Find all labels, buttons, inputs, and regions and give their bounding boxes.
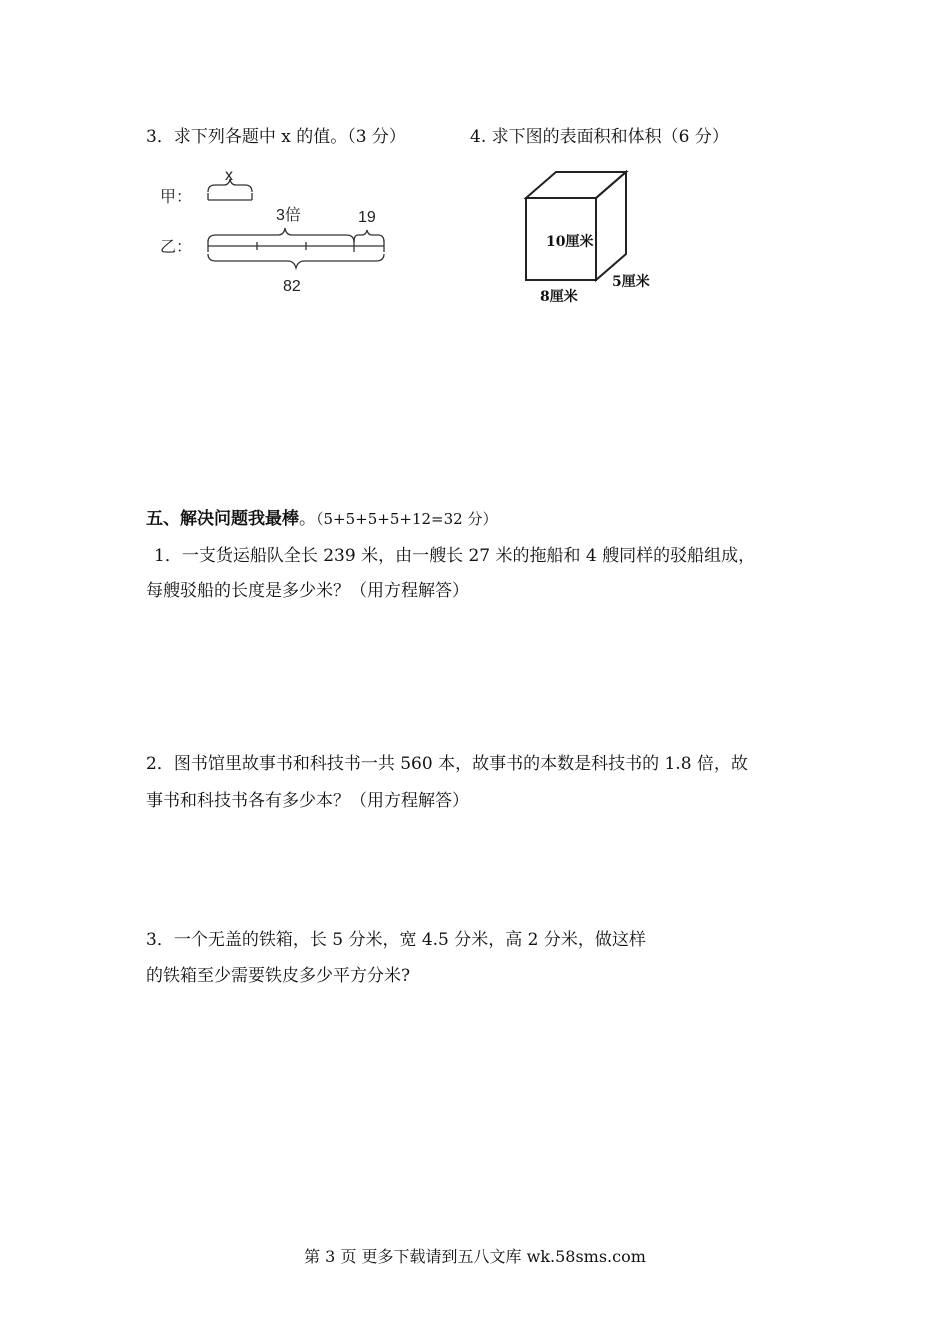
cuboid-right-face (596, 172, 626, 280)
section5-heading-row (146, 508, 497, 530)
problem-1-line-1: 1．一支货运船队全长 239 米，由一艘长 27 米的拖船和 4 艘同样的驳船组成， (154, 546, 756, 566)
q3-title: 3．求下列各题中 x 的值。（3 分） (146, 127, 406, 147)
total-brace (208, 254, 384, 268)
page-footer: 第 3 页 更多下载请到五八文库 wk.58sms.com (304, 1247, 646, 1266)
extra-brace (354, 230, 384, 242)
total-label: 82 (283, 278, 301, 295)
width-label: 8厘米 (540, 289, 578, 305)
x-label: x (225, 167, 233, 184)
problem-2-line-1: 2．图书馆里故事书和科技书一共 560 本，故事书的本数是科技书的 1.8 倍，故 (146, 754, 748, 774)
row-jia-label: 甲： (160, 189, 193, 206)
section5-score: （5+5+5+5+12=32 分） (316, 510, 498, 528)
depth-label: 5厘米 (612, 274, 650, 290)
problem-2-line-2: 事书和科技书各有多少本？（用方程解答） (146, 791, 469, 811)
problem-1-line-2: 每艘驳船的长度是多少米？（用方程解答） (146, 581, 469, 601)
extra-label: 19 (358, 209, 376, 226)
times-brace (208, 228, 354, 242)
section5-heading: 五、解决问题我最棒 (146, 509, 299, 529)
height-label: 10厘米 (546, 234, 594, 250)
problem-3-line-2: 的铁箱至少需要铁皮多少平方分米? (146, 966, 411, 986)
q4-cuboid-figure (520, 168, 680, 308)
q4-title: 4. 求下图的表面积和体积（6 分） (470, 127, 729, 147)
problem-3-line-1: 3．一个无盖的铁箱，长 5 分米，宽 4.5 分米，高 2 分米，做这样 (146, 930, 646, 950)
jia-brace (208, 179, 252, 192)
times-label: 3倍 (276, 207, 301, 224)
row-yi-label: 乙： (160, 239, 193, 256)
q3-segment-diagram (150, 160, 410, 300)
section5-heading-end: 。 (299, 509, 316, 529)
